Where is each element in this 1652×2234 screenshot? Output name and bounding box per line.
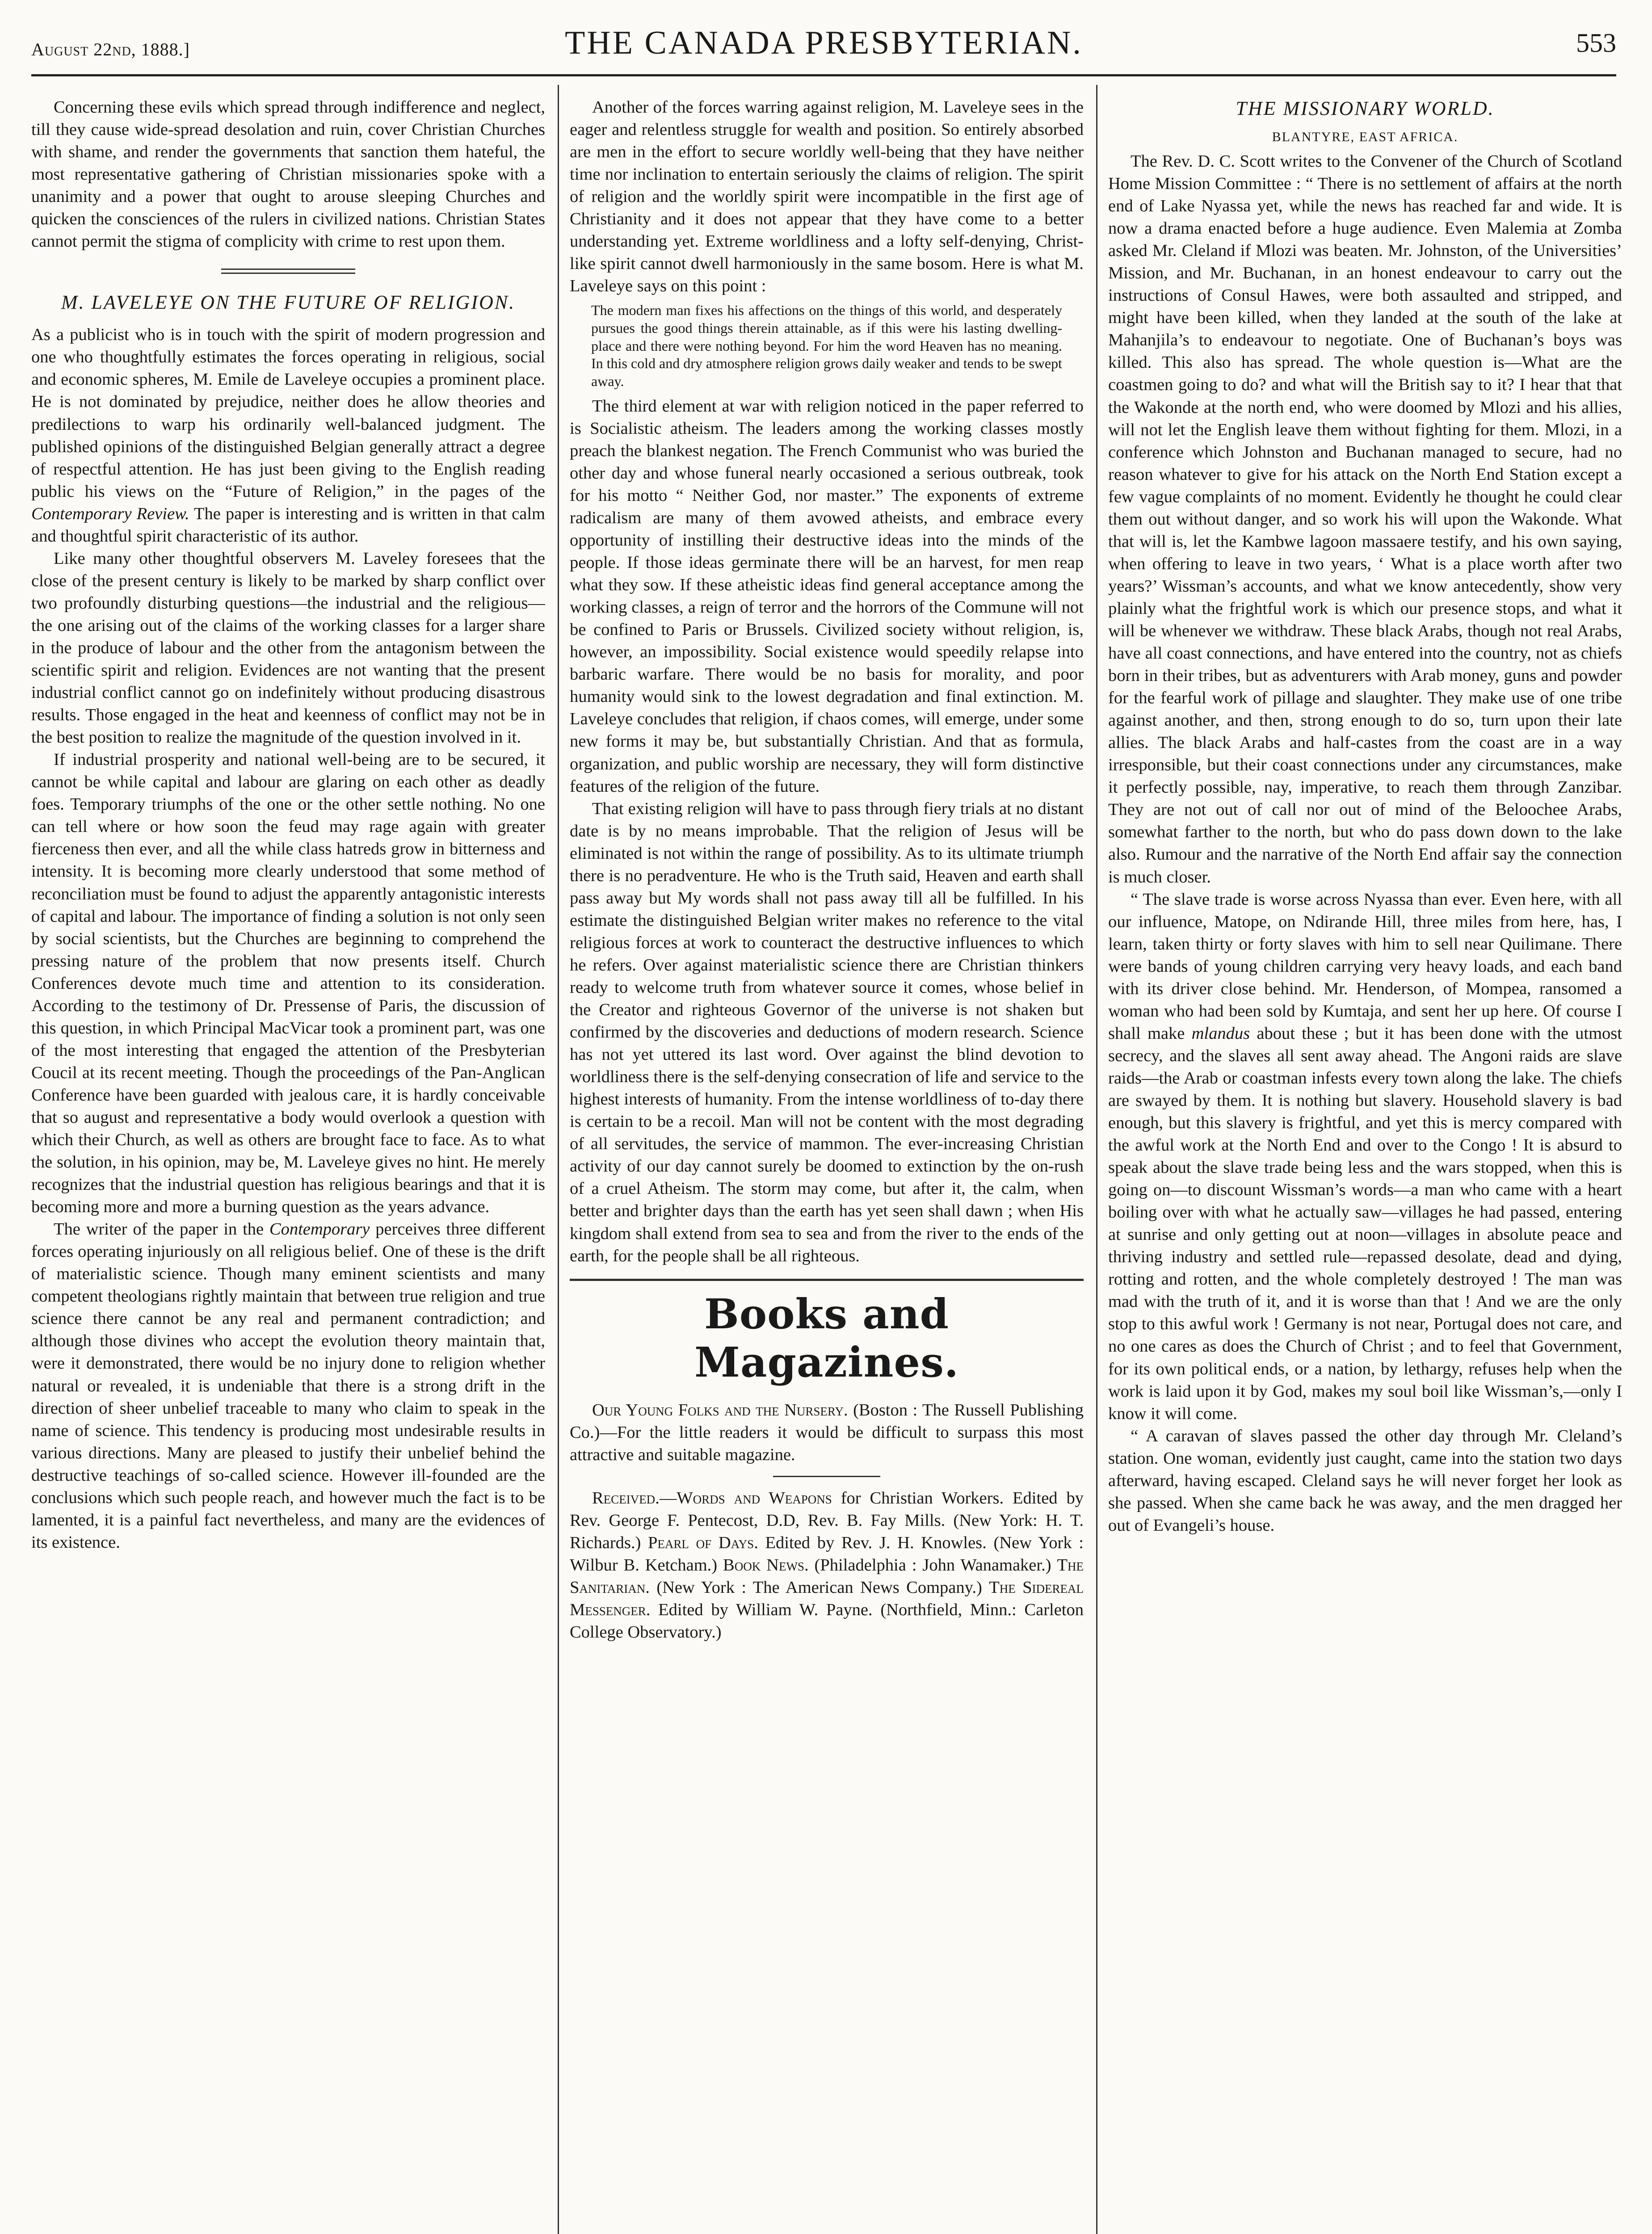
book-title: Received.—Words and Weapons [592,1488,832,1508]
block-quote [580,302,1073,390]
issue-date: August 22nd, 1888.] [31,39,190,59]
masthead [31,18,1616,71]
paragraph [1108,888,1622,1425]
book-notice [570,1487,1084,1643]
paragraph: That existing religion will have to pass through fiery trials at no distant date is by no means improbable. That the religion of Jesus will be eliminated is not within the range of possibility. As to its ultimate triumph there is no peradventure. He who is the Truth said, Heaven and earth shall pass away but My words shall not pass away till all be fulfilled. In his estimate the distinguished Belgian writer makes no reference to the vital religious forces at work to counteract the destructive influences to which he refers. Over against materialistic science there are Christian thinkers ready to welcome truth from whatever source it comes, whose belief in the Creator and righteous Governor of the universe is not shaken but confirmed by the discoveries and deductions of modern research. Science has not yet uttered its last word. Over against the blind devotion to worldliness there is the self-denying consecration of life and service to the highest interests of humanity. From the intense worldliness of to-day there is certain to be a recoil. Man will not be content with the most degrading of all servitudes, the service of mammon. The ever-increasing Christian activity of our day cannot surely be doomed to extinction by the on-rush of a cruel Atheism. The storm may come, but after it, the calm, when better and brighter days than the earth has yet seen shall dawn ; when His kingdom shall extend from sea to sea and from the river to the ends of the earth, for the people shall be all righteous. [570,799,1084,1265]
column-rule [558,85,559,2234]
text: Edited by Rev. J. H. Knowles. (New York : Wilbur B. Ketcham.) [570,1533,1084,1575]
column-3 [1108,96,1622,2234]
text: (Boston : The Russell Publishing Co.)—For the little readers it would be difficult to surpass this most attractive and suitable magazine. [570,1400,1084,1464]
text: The writer of the paper in the [54,1220,269,1239]
column-1 [31,96,545,2234]
text: (New York : The American News Company.) [649,1578,989,1597]
paragraph: Concerning these evils which spread through indifference and neglect, till they cause wide-spread desolation and ruin, cover Christian Churches with shame, and render the governments that sanction them hateful, the most representative gathering of Christian missionaries spoke with a unanimity and a power that ought to arouse sleeping Churches and quicken the consciences of the rulers in civilized nations. Christian States cannot permit the stigma of complicity with crime to rest upon them. [31,98,545,251]
text: The paper is interesting and is written in that calm and thoughtful spirit characteristic of its author. [31,504,545,546]
paragraph [31,323,545,547]
paragraph: “ A caravan of slaves passed the other day through Mr. Cleland’s station. One woman, evidently just caught, came into the station two days afterward, having escaped. Cleland says he will never forget her look as she passed. When she came back he was away, and the men dragged her out of Evangeli’s house. [1108,1426,1622,1535]
quote-text: The modern man fixes his affections on the things of this world, and desperately pursues the good things therein attainable, as if this were his lasting dwelling-place and there were nothing beyond. For him the word Heaven has no meaning. In this cold and dry atmosphere religion grows daily weaker and tends to be swept away. [591,302,1062,390]
book-title: Our Young Folks and the Nursery. [592,1400,848,1419]
section-subheading: BLANTYRE, EAST AFRICA. [1272,130,1459,144]
masthead-rule [31,74,1616,76]
paragraph: The Rev. D. C. Scott writes to the Convener of the Church of Scotland Home Mission Committee : “ There is no settlement of affairs at the north end of Lake Nyassa yet, while the news has reached far and wide. It is now a drama enacted before a huge audience. Even Malemia at Zomba asked Mr. Cleland if Mlozi was beaten. Mr. Johnston, of the Universities’ Mission, and Mr. Buchanan, in an honest endeavour to carry out the instructions of Consul Hawes, were both assaulted and stripped, and might have been killed, when they landed at the south of the lake at Mahanjila’s to endeavour to negotiate. One of Buchanan’s boys was killed. This also has spread. The whole question is—What are the coastmen going to do? and what will the British say to it? I hear that that the Wakonde at the north end, who were doomed by Mlozi and his allies, will not let the English leave them without fighting for them. Mlozi, in a conference which Johnston and Buchanan managed to secure, had no reason whatever to give for his attack on the North End Station except a few vague complaints of no moment. Evidently he thought he could clear them out without danger, and so work his will upon the Wakonde. What that will is, let the Kambwe lagoon massaere testify, and his own saying, when offering to leave in two years, ‘ What is a place worth after two years?’ Wissman’s accounts, and what we know antecedently, show very plainly what the frightful work is which our presence stops, and what it will be whenever we withdraw. These black Arabs, though not real Arabs, have all coast connections, and have entered into the country, not as chiefs born in their tribes, but as adventurers with Arab money, guns and powder for the fearful work of pillage and slaughter. They make use of one tribe against another, and then, strong enough to do so, turn upon their late allies. The black Arabs and half-castes from the coast are in a way irresponsible, but their coast connections under any circumstances, make it perfectly possible, nay, imperative, to reach them through Zanzibar. They are not out of call nor out of mind of the Beloochee Arabs, somewhat farther to the north, but who do pass down down to the lake also. Rumour and the narrative of the North End affair say the connection is much closer. [1108,152,1622,886]
text: for Christian Workers. Edited by Rev. George F. Pentecost, D.D, Rev. B. Fay Mills. (New York: H. T. Richards.) [570,1488,1084,1552]
section-rule [570,1279,1084,1281]
book-title: Pearl of Days. [648,1533,758,1552]
book-title: Book News. [723,1555,809,1575]
text-emphasis: Contemporary Review. [31,504,189,523]
article-heading: M. LAVELEYE ON THE FUTURE OF RELIGION. [61,291,516,314]
text: (Philadelphia : John Wanamaker.) [808,1555,1057,1575]
column-rule [1096,85,1097,2234]
book-title: The Sanitarian. [570,1555,1084,1597]
text-emphasis: mlandus [1191,1024,1250,1043]
text: As a publicist who is in touch with the spirit of modern progression and one who thoughtfully estimates the forces operating in religious, social and economic spheres, M. Emile de Laveleye occupies a prominent place. He is not dominated by prejudice, neither does he allow theories and predilections to warp his ordinarily well-balanced judgment. The published opinions of the distinguished Belgian generally attract a degree of respectful attention. He has just been giving to the English reading public his views on the “Future of Religion,” in the pages of the [31,325,545,501]
section-title-books: Books and Magazines. [694,1289,959,1386]
paragraph: If industrial prosperity and national well-being are to be secured, it cannot be while capital and labour are glaring on each other as deadly foes. Temporary triumphs of the one or the other settle nothing. No one can tell where or how soon the feud may rage again with greater fierceness then ever, and all the while class hatreds grow in bitterness and intensity. It is becoming more clearly understood that some method of reconciliation must be found to adjust the apparently antagonistic interests of capital and labour. The importance of finding a solution is not only seen by social scientists, but the Churches are beginning to comprehend the pressing nature of the problem that now presents itself. Church Conferences devote much time and attention to its consideration. According to the testimony of Dr. Pressense of Paris, the discussion of this question, in which Principal MacVicar took a prominent part, was one of the most interesting that engaged the attention of the Presbyterian Coucil at its recent meeting. Though the proceedings of the Pan-Anglican Conference have been guarded with jealous care, it is hardly conceivable that so august and representative a body would overlook a question with which their Church, as well as others are brought face to face. As to what the solution, in his opinion, may be, M. Laveleye gives no hint. He merely recognizes that the industrial question has religious bearings and that it is becoming more and more a burning question as the years advance. [31,750,545,1217]
text: about these ; but it has been done with the utmost secrecy, and the slaves all sent away ahead. The Angoni raids are slave raids—the Arab or coastman infests every town along the lake. The chiefs are swayed by them. It is nothing but slavery. Household slavery is bad enough, but this slavery is frightful, and yet this is mercy compared with the awful work at the North End and over to the Congo ! It is absurd to speak about the slave trade being less and the wars stopped, when this is going on—to discount Wissman’s words—a man who came with a heart boiling over with what he actually saw—villages he had passed, entering at sunrise and only getting out at noon—villages in absolute peace and thriving industry and settled rule—repassed desolate, dead and dying, rotting and rotten, and the whole completely destroyed ! The man was mad with the truth of it, and it is worse than that ! And we are the only stop to this awful work ! Germany is not near, Portugal does not care, and no one cares as does the Church of Christ ; and to feel that Government, for its own political ends, or a nation, by lethargy, refuses help when the work is laid upon it by God, makes my soul boil like Wissman’s,—only I know it will come. [1108,1024,1622,1423]
divider [773,1476,880,1477]
text: Edited by William W. Payne. (Northfield, Minn.: Carleton College Observatory.) [570,1600,1084,1642]
text-emphasis: Contemporary [269,1220,370,1239]
column-2 [570,96,1084,2234]
newspaper-title: THE CANADA PRESBYTERIAN. [565,25,1083,61]
paragraph: Like many other thoughtful observers M. Laveley foresees that the close of the present century is likely to be marked by sharp conflict over two profoundly disturbing questions—the industrial and the religious—the one arising out of the claims of the working classes for a larger share in the produce of labour and the other from the antagonism between the scientific spirit and religion. Evidences are not wanting that the present industrial conflict cannot go on indefinitely without producing disastrous results. Those engaged in the heat and keenness of conflict may not be in the best position to realize the magnitude of the question involved in it. [31,549,545,747]
text: “ The slave trade is worse across Nyassa than ever. Even here, with all our influence, Matope, on Ndirande Hill, three miles from here, has, I learn, taken thirty or forty slaves with him to sell near Quilimane. There were bands of young children carrying very heavy loads, and each band with its driver close behind. Mr. Henderson, of Mompea, ransomed a woman who had been sold by Kumtaja, and sent her up here. Of course I shall make [1108,890,1622,1043]
section-heading: THE MISSIONARY WORLD. [1236,97,1495,119]
paragraph: Another of the forces warring against religion, M. Laveleye sees in the eager and relentless struggle for wealth and position. So entirely absorbed are men in the effort to secure worldly well-being that they have neither time nor inclination to entertain seriously the claims of religion. The spirit of religion and the worldly spirit were incompatible in the first age of Christianity and it does not appear that they have come to a better understanding yet. Extreme worldliness and a lofty self-denying, Christ-like spirit cannot dwell harmoniously in the same bosom. Here is what M. Laveleye says on this point : [570,98,1084,296]
page-number: 553 [1576,28,1616,58]
text: perceives three different forces operating injuriously on all religious belief. One of these is the drift of materialistic science. Though many eminent scientists and many competent theologians rightly maintain that between true religion and true science there cannot be any real and permanent contradiction; and although those divines who accept the evolution theory maintain that, were it demonstrated, there would be no injury done to religion whether natural or revealed, it is undeniable that there is a strong drift in the direction of sheer unbelief traceable to many who claim to speak in the name of science. This tendency is producing most undesirable results in various directions. Many are pleased to justify their unbelief behind the destructive teachings of so-called science. However ill-founded are the conclusions which such people reach, and however much the fact is to be lamented, it is a painful fact nevertheless, and many are the evidences of its existence. [31,1220,545,1552]
section-divider [221,269,355,274]
paragraph: The third element at war with religion noticed in the paper referred to is Socialistic atheism. The leaders among the working classes mostly preach the blankest negation. The French Communist who was buried the other day and whose funeral nearly occasioned a serious outbreak, took for his motto “ Neither God, nor master.” The exponents of extreme radicalism are many of them avowed atheists, and embrace every opportunity of instilling their destructive ideas into the minds of the people. If those ideas germinate there will be an harvest, for men reap what they sow. If these atheistic ideas find general acceptance among the working classes, a reign of terror and the horrors of the Commune will not be confined to Paris or Brussels. Civilized society without religion, is, however, an impossibility. Social existence would speedily relapse into barbaric warfare. There would be no basis for morality, and poor humanity would sink to the lowest degradation and final extinction. M. Laveleye concludes that religion, if chaos comes, will emerge, under some new forms it may be, but substantially Christian. And that as formula, organization, and public worship are necessary, they will form distinctive features of the religion of the future. [570,396,1084,796]
book-title: The Sidereal Messenger. [570,1578,1084,1619]
paragraph [31,1218,545,1554]
book-notice [570,1399,1084,1466]
